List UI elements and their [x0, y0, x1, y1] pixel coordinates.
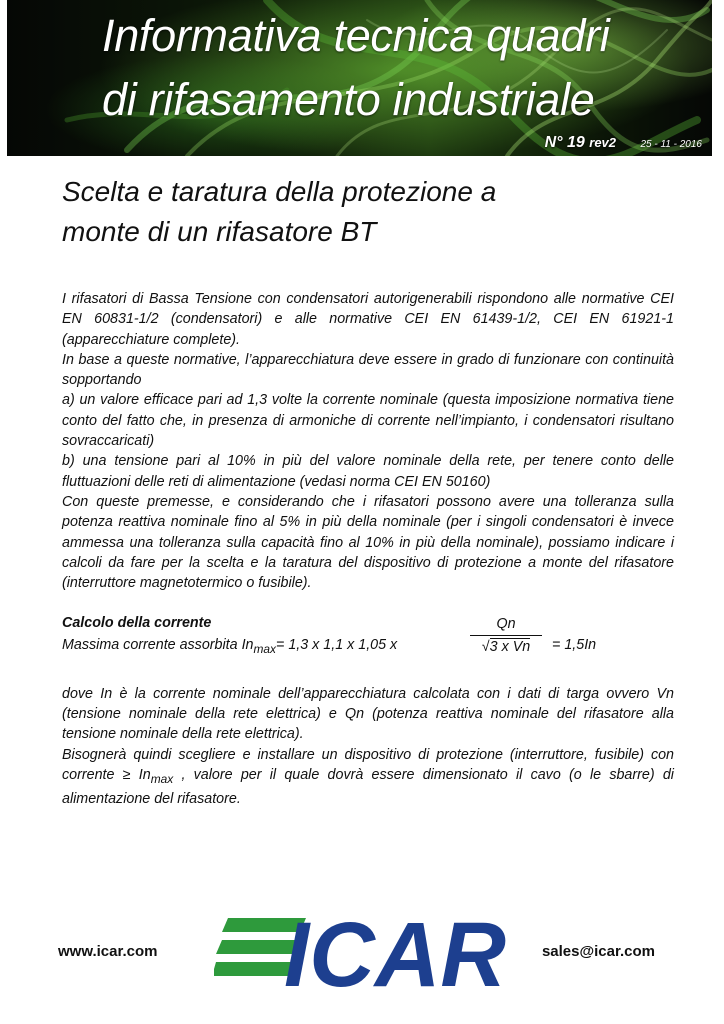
header-banner — [7, 0, 712, 156]
spacer — [62, 593, 674, 613]
banner-title-line1: Informativa tecnica quadri — [102, 10, 610, 61]
sqrt-symbol: √ — [481, 638, 490, 655]
issue-info — [545, 134, 702, 152]
paragraph-point-a: a) un valore efficace pari ad 1,3 volte la corrente nominale (questa imposizione normativa tiene conto del fatto che, in presenza di armoniche di corrente nell’impianto, i condensatori risultano sovraccaricati) — [62, 392, 674, 450]
formula-lhs-text: Massima corrente assorbita In — [62, 636, 254, 653]
formula-lhs — [62, 635, 397, 659]
formula-lhs-subscript: max — [253, 641, 276, 656]
formula-denominator-wrap — [470, 636, 542, 658]
document-title-line1: Scelta e taratura della protezione a — [62, 176, 497, 207]
document-title-line2: monte di un rifasatore BT — [62, 216, 377, 247]
website-link[interactable]: www.icar.com — [58, 943, 158, 960]
paragraph-requirements: In base a queste normative, l’apparecchiatura deve essere in grado di funzionare con continuità sopportando — [62, 351, 674, 389]
email-link[interactable]: sales@icar.com — [541, 943, 655, 960]
paragraph-standards: I rifasatori di Bassa Tensione con condensatori autorigenerabili rispondono alle normative CEI EN 60831-1/2 (condensatori) e alle normative CEI EN 61439-1/2, CEI EN 61921-1 (apparecchiature complete). — [62, 291, 674, 348]
formula-result: = 1,5In — [552, 636, 597, 653]
formula-lhs-expression: = 1,3 x 1,1 x 1,05 x — [276, 636, 398, 653]
document-body — [62, 289, 674, 809]
paragraph-definitions: dove In è la corrente nominale dell’apparecchiatura calcolata con i dati di targa ovvero Vn (tensione nominale della rete elettrica) e Qn (potenza reattiva nominale del rifasatore alla tensione nominale della rete elettrica). — [62, 685, 674, 743]
document-title — [62, 172, 662, 252]
formula-numerator: Qn — [496, 615, 516, 632]
icar-logo — [214, 912, 510, 990]
paragraph-point-b: b) una tensione pari al 10% in più del valore nominale della rete, per tenere conto delle fluttuazioni delle reti di alimentazione (vedasi norma CEI EN 50160) — [62, 453, 674, 490]
issue-date: 25 - 11 - 2016 — [640, 139, 702, 150]
logo-wordmark: ICAR — [284, 912, 506, 990]
conclusion-subscript: max — [150, 771, 174, 786]
section-title-calcolo: Calcolo della corrente — [62, 615, 212, 632]
formula-denominator: 3 x Vn — [489, 638, 531, 655]
paragraph-conclusion — [62, 745, 674, 810]
issue-number: N° 19 — [544, 134, 585, 151]
conclusion-text-b: , valore per il quale dovrà essere dimensionato il cavo (o le sbarre) di alimentazione del rifasatore. — [62, 766, 674, 808]
banner-title — [102, 4, 609, 132]
banner-title-line2: di rifasamento industriale — [102, 74, 595, 125]
paragraph-premises: Con queste premesse, e considerando che i rifasatori possono avere una tolleranza sulla potenza reattiva nominale fino al 5% in più della nominale (per i singoli condensatori è invece ammessa una tolleranza sulla capacità fino al 10% in più della nominale), possiamo indicare i calcoli da fare per la scelta e la taratura del dispositivo di protezione a monte del rifasatore (interruttore magnetotermico o fusibile). — [62, 493, 674, 592]
conclusion-text-a: Bisognerà quindi scegliere e installare un dispositivo di protezione (interruttore, fusibile) con corrente ≥ In — [62, 746, 674, 783]
formula-fraction — [470, 613, 542, 658]
revision: rev2 — [589, 135, 617, 150]
